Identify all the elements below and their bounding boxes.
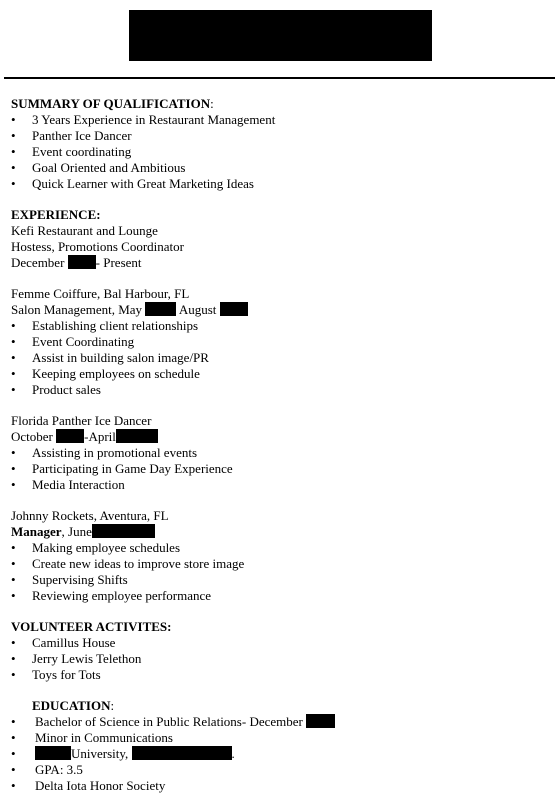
- list-item: • Event coordinating: [11, 144, 551, 160]
- redacted-year: [92, 524, 155, 538]
- university: University,: [71, 746, 132, 761]
- list-item: • Supervising Shifts: [11, 572, 551, 588]
- education-section: [11, 698, 551, 794]
- experience-section: [11, 207, 551, 604]
- redacted-university-prefix: [35, 746, 71, 760]
- list-item: • Keeping employees on schedule: [11, 366, 551, 382]
- job-employer: Florida Panther Ice Dancer: [11, 413, 152, 428]
- header-divider: [4, 77, 555, 79]
- list-item: • Goal Oriented and Ambitious: [11, 160, 551, 176]
- list-item: • Delta Iota Honor Society: [11, 778, 551, 794]
- job-bullets: [11, 540, 551, 604]
- job-title-bold: Manager: [11, 524, 62, 539]
- redacted-year: [56, 429, 84, 443]
- list-item: • Camillus House: [11, 635, 551, 651]
- list-item: • Making employee schedules: [11, 540, 551, 556]
- date-end: - Present: [95, 255, 142, 270]
- list-item: • Product sales: [11, 382, 551, 398]
- list-item: • Event Coordinating: [11, 334, 551, 350]
- list-item: • Jerry Lewis Telethon: [11, 651, 551, 667]
- job-role: Salon Management, May: [11, 302, 146, 317]
- job-role: [11, 524, 551, 540]
- job-johnny-rockets: [11, 508, 551, 604]
- list-item: • Minor in Communications: [11, 730, 551, 746]
- date-mid: -April: [84, 429, 116, 444]
- volunteer-list: [11, 635, 551, 683]
- redacted-name-block: [129, 10, 432, 61]
- redacted-year: [116, 429, 158, 443]
- list-item: • GPA: 3.5: [11, 762, 551, 778]
- education-colon: :: [110, 698, 115, 713]
- resume-body: [11, 96, 551, 794]
- volunteer-section: [11, 619, 551, 683]
- job-bullets: [11, 318, 551, 398]
- job-employer: Kefi Restaurant and Lounge: [11, 223, 158, 238]
- job-employer: Femme Coiffure, Bal Harbour, FL: [11, 286, 190, 301]
- date-start: October: [11, 429, 57, 444]
- job-role-dates: [11, 302, 551, 318]
- redacted-year: [306, 714, 335, 728]
- redacted-year: [68, 255, 96, 269]
- list-item: • 3 Years Experience in Restaurant Management: [11, 112, 551, 128]
- redacted-location: [132, 746, 232, 760]
- experience-title: EXPERIENCE:: [11, 207, 101, 222]
- university-end: .: [231, 746, 235, 761]
- summary-section: [11, 96, 551, 192]
- summary-title: SUMMARY OF QUALIFICATION: [11, 96, 211, 111]
- list-item: • Assisting in promotional events: [11, 445, 551, 461]
- summary-heading: [11, 96, 551, 112]
- list-item: • Establishing client relationships: [11, 318, 551, 334]
- summary-colon: :: [210, 96, 214, 111]
- job-femme-coiffure: [11, 286, 551, 398]
- job-kefi: [11, 223, 551, 271]
- volunteer-title: VOLUNTEER ACTIVITES:: [11, 619, 172, 634]
- list-item: • Toys for Tots: [11, 667, 551, 683]
- degree: Bachelor of Science in Public Relations- December: [35, 714, 307, 729]
- job-bullets: [11, 445, 551, 493]
- list-item: • Assist in building salon image/PR: [11, 350, 551, 366]
- job-role: Hostess, Promotions Coordinator: [11, 239, 184, 254]
- education-heading: [11, 698, 551, 714]
- list-item: • Participating in Game Day Experience: [11, 461, 551, 477]
- job-dates: [11, 255, 551, 271]
- list-item: • Media Interaction: [11, 477, 551, 493]
- list-item: [11, 746, 551, 762]
- list-item: • Reviewing employee performance: [11, 588, 551, 604]
- summary-list: [11, 112, 551, 192]
- job-employer: Johnny Rockets, Aventura, FL: [11, 508, 169, 523]
- list-item: • Create new ideas to improve store image: [11, 556, 551, 572]
- job-panther-ice: [11, 413, 551, 493]
- education-title: EDUCATION: [32, 698, 111, 713]
- education-list: [11, 714, 551, 794]
- job-role-rest: , June: [61, 524, 92, 539]
- redacted-year: [145, 302, 176, 316]
- redacted-year: [220, 302, 248, 316]
- date-mid: August: [176, 302, 217, 317]
- list-item: • Quick Learner with Great Marketing Ideas: [11, 176, 551, 192]
- job-dates: [11, 429, 551, 445]
- date-start: December: [11, 255, 68, 270]
- list-item: • Panther Ice Dancer: [11, 128, 551, 144]
- list-item: [11, 714, 551, 730]
